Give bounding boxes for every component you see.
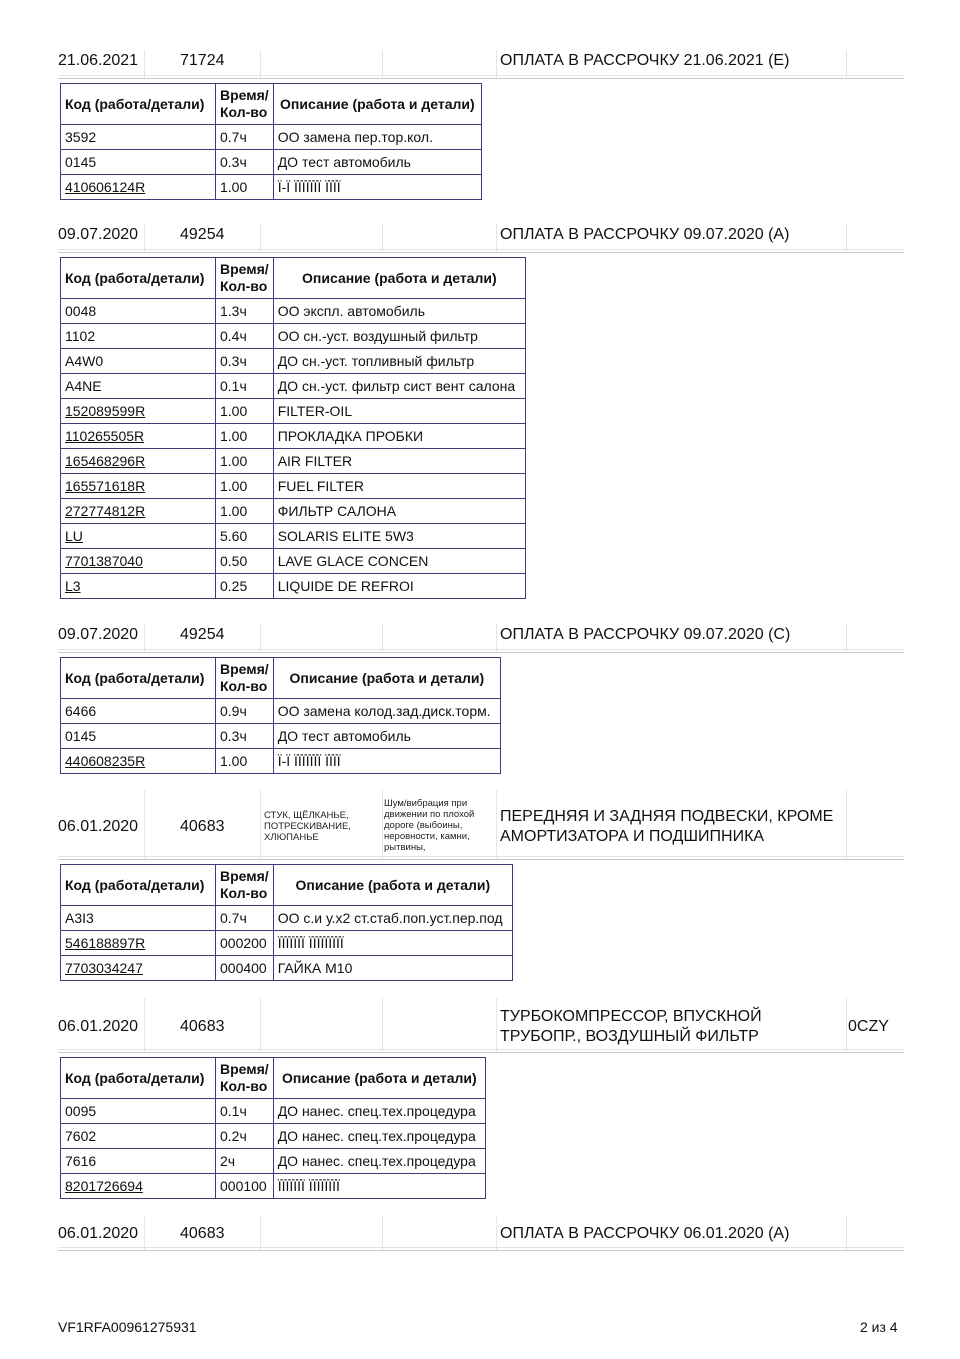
table-row: 0095 0.1ч ДО нанес. спец.тех.процедура bbox=[61, 1099, 486, 1124]
table-row: 410606124R 1.00 Ï-Ï ÏÏÏÏÏÏÏ ÏÏÏÏ bbox=[61, 175, 482, 200]
order-section bbox=[58, 998, 904, 1194]
column-header-description: Описание (работа и детали) bbox=[273, 658, 500, 699]
order-section bbox=[58, 224, 904, 594]
items-table bbox=[60, 657, 501, 774]
part-code-link[interactable]: L3 bbox=[61, 574, 216, 599]
order-date: 09.07.2020 bbox=[58, 626, 139, 643]
order-header bbox=[58, 50, 904, 79]
part-code-link[interactable]: 440608235R bbox=[61, 749, 216, 774]
part-code-link[interactable]: 7703034247 bbox=[61, 956, 216, 981]
part-code-link[interactable]: LU bbox=[61, 524, 216, 549]
order-title: ОПЛАТА В РАССРОЧКУ 09.07.2020 (C) bbox=[500, 626, 791, 643]
part-code-link[interactable]: 8201726694 bbox=[61, 1174, 216, 1199]
table-row: 7703034247 000400 ГАЙКА М10 bbox=[61, 956, 513, 981]
column-header-description: Описание (работа и детали) bbox=[273, 258, 525, 299]
part-code-link[interactable]: 165468296R bbox=[61, 449, 216, 474]
table-row: 1102 0.4ч ОО сн.-уст. воздушный фильтр bbox=[61, 324, 526, 349]
column-header-description: Описание (работа и детали) bbox=[273, 1058, 485, 1099]
column-header-code: Код (работа/детали) bbox=[61, 258, 216, 299]
symptom-text: СТУК, ЩЁЛКАНЬЕ, ПОТРЕСКИВАНИЕ, ХЛЮПАНЬЕ bbox=[264, 810, 351, 843]
table-row: 7602 0.2ч ДО нанес. спец.тех.процедура bbox=[61, 1124, 486, 1149]
page-indicator: 2 из 4 bbox=[860, 1319, 898, 1335]
order-date: 09.07.2020 bbox=[58, 226, 139, 243]
table-row: 546188897R 000200 ÏÏÏÏÏÏÏ ÏÏÏÏÏÏÏÏÏ bbox=[61, 931, 513, 956]
column-header-code: Код (работа/детали) bbox=[61, 658, 216, 699]
condition-text: Шум/вибрация при движении по плохой дороге (выбоины, неровности, камни, рытвины, bbox=[384, 798, 475, 853]
table-row: 6466 0.9ч ОО замена колод.зад.диск.торм. bbox=[61, 699, 501, 724]
order-date: 06.01.2020 bbox=[58, 1225, 139, 1242]
table-row: 0145 0.3ч ДО тест автомобиль bbox=[61, 150, 482, 175]
table-row: 440608235R 1.00 Ï-Ï ÏÏÏÏÏÏÏ ÏÏÏÏ bbox=[61, 749, 501, 774]
table-row: 0145 0.3ч ДО тест автомобиль bbox=[61, 724, 501, 749]
items-table bbox=[60, 1057, 486, 1199]
order-section bbox=[58, 790, 904, 976]
order-header bbox=[58, 790, 904, 860]
items-table bbox=[60, 83, 482, 200]
table-row: 3592 0.7ч ОО замена пер.тор.кол. bbox=[61, 125, 482, 150]
column-header-time-qty: Время/ Кол-во bbox=[216, 84, 274, 125]
column-header-code: Код (работа/детали) bbox=[61, 84, 216, 125]
order-number: 40683 bbox=[180, 1225, 225, 1242]
order-number: 49254 bbox=[180, 226, 225, 243]
table-row: 272774812R 1.00 ФИЛЬТР САЛОНА bbox=[61, 499, 526, 524]
table-row: LU 5.60 SOLARIS ELITE 5W3 bbox=[61, 524, 526, 549]
order-number: 40683 bbox=[180, 1018, 225, 1035]
part-code-link[interactable]: 7701387040 bbox=[61, 549, 216, 574]
order-date: 21.06.2021 bbox=[58, 52, 139, 69]
order-date: 06.01.2020 bbox=[58, 818, 139, 835]
order-number: 49254 bbox=[180, 626, 225, 643]
order-header bbox=[58, 998, 904, 1053]
table-header-row bbox=[61, 258, 526, 299]
items-table bbox=[60, 864, 513, 981]
order-title: ОПЛАТА В РАССРОЧКУ 21.06.2021 (E) bbox=[500, 52, 790, 69]
part-code-link[interactable]: 272774812R bbox=[61, 499, 216, 524]
table-header-row bbox=[61, 84, 482, 125]
column-header-description: Описание (работа и детали) bbox=[273, 865, 512, 906]
table-row: 165468296R 1.00 AIR FILTER bbox=[61, 449, 526, 474]
table-row: 8201726694 000100 ÏÏÏÏÏÏÏ ÏÏÏÏÏÏÏÏ bbox=[61, 1174, 486, 1199]
part-code-link[interactable]: 410606124R bbox=[61, 175, 216, 200]
column-header-time-qty: Время/ Кол-во bbox=[216, 1058, 274, 1099]
table-row: L3 0.25 LIQUIDE DE REFROI bbox=[61, 574, 526, 599]
items-table bbox=[60, 257, 526, 599]
table-row: 0048 1.3ч ОО экспл. автомобиль bbox=[61, 299, 526, 324]
column-header-code: Код (работа/детали) bbox=[61, 1058, 216, 1099]
part-code-link[interactable]: 546188897R bbox=[61, 931, 216, 956]
order-title: ОПЛАТА В РАССРОЧКУ 09.07.2020 (A) bbox=[500, 226, 790, 243]
table-row: 7616 2ч ДО нанес. спец.тех.процедура bbox=[61, 1149, 486, 1174]
operation-code: 0CZY bbox=[848, 1018, 889, 1035]
part-code-link[interactable]: 110265505R bbox=[61, 424, 216, 449]
table-row: 110265505R 1.00 ПРОКЛАДКА ПРОБКИ bbox=[61, 424, 526, 449]
table-row: 165571618R 1.00 FUEL FILTER bbox=[61, 474, 526, 499]
order-number: 40683 bbox=[180, 818, 225, 835]
column-header-description: Описание (работа и детали) bbox=[273, 84, 481, 125]
column-header-time-qty: Время/ Кол-во bbox=[216, 865, 274, 906]
order-title: ОПЛАТА В РАССРОЧКУ 06.01.2020 (A) bbox=[500, 1225, 790, 1242]
order-header bbox=[58, 224, 904, 253]
table-row: 152089599R 1.00 FILTER-OIL bbox=[61, 399, 526, 424]
vin-number: VF1RFA00961275931 bbox=[58, 1319, 197, 1335]
order-title: ТУРБОКОМПРЕССОР, ВПУСКНОЙ ТРУБОПР., ВОЗДУШНЫЙ ФИЛЬТР bbox=[500, 1008, 762, 1045]
order-section bbox=[58, 50, 904, 195]
part-code-link[interactable]: 152089599R bbox=[61, 399, 216, 424]
table-row: A4NE 0.1ч ДО сн.-уст. фильтр сист вент салона bbox=[61, 374, 526, 399]
table-header-row bbox=[61, 658, 501, 699]
order-title: ПЕРЕДНЯЯ И ЗАДНЯЯ ПОДВЕСКИ, КРОМЕ АМОРТИЗАТОРА И ПОДШИПНИКА bbox=[500, 808, 834, 845]
column-header-time-qty: Время/ Кол-во bbox=[216, 658, 274, 699]
order-section bbox=[58, 1216, 904, 1251]
order-section bbox=[58, 624, 904, 769]
table-header-row bbox=[61, 865, 513, 906]
order-header bbox=[58, 1216, 904, 1251]
column-header-code: Код (работа/детали) bbox=[61, 865, 216, 906]
table-row: 7701387040 0.50 LAVE GLACE CONCEN bbox=[61, 549, 526, 574]
table-row: A3I3 0.7ч ОО с.и у.х2 ст.стаб.поп.уст.пер.под bbox=[61, 906, 513, 931]
order-date: 06.01.2020 bbox=[58, 1018, 139, 1035]
column-header-time-qty: Время/ Кол-во bbox=[216, 258, 274, 299]
order-number: 71724 bbox=[180, 52, 225, 69]
table-header-row bbox=[61, 1058, 486, 1099]
order-header bbox=[58, 624, 904, 653]
part-code-link[interactable]: 165571618R bbox=[61, 474, 216, 499]
table-row: A4W0 0.3ч ДО сн.-уст. топливный фильтр bbox=[61, 349, 526, 374]
